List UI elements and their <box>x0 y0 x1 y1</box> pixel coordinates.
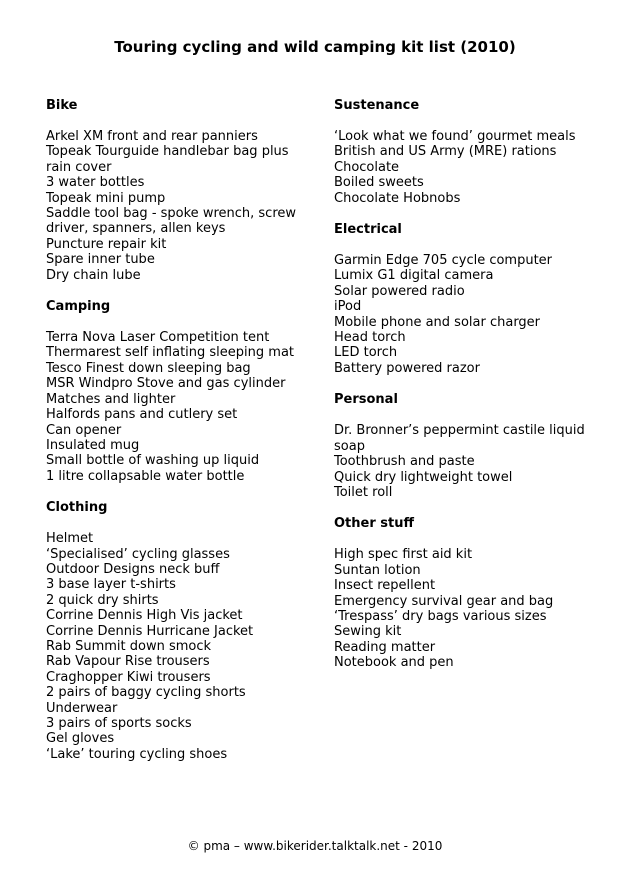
list-item: Outdoor Designs neck buff <box>46 561 220 577</box>
list-item: Chocolate Hobnobs <box>334 190 461 206</box>
section-heading-camping: Camping <box>46 299 111 315</box>
list-item: Head torch <box>334 330 406 346</box>
list-item: 1 litre collapsable water bottle <box>46 468 245 484</box>
item-list-sustenance <box>334 129 604 206</box>
list-item: LED torch <box>334 345 398 361</box>
footer-copyright: © pma – www.bikerider.talktalk.net - 2010 <box>187 839 443 853</box>
item-list-clothing <box>46 531 316 762</box>
list-item: 2 quick dry shirts <box>46 592 159 608</box>
list-item: ‘Trespass’ dry bags various sizes <box>334 608 547 624</box>
list-item: Reading matter <box>334 639 436 655</box>
list-item: Can opener <box>46 422 122 438</box>
list-item: Spare inner tube <box>46 252 155 268</box>
list-item: 2 pairs of baggy cycling shorts <box>46 685 246 701</box>
item-list-bike <box>46 129 316 283</box>
list-item: Lumix G1 digital camera <box>334 268 494 284</box>
list-item: Solar powered radio <box>334 283 465 299</box>
list-item: Topeak Tourguide handlebar bag plus rain cover <box>46 144 289 175</box>
list-item: Helmet <box>46 531 94 547</box>
list-item: Saddle tool bag - spoke wrench, screw driver, spanners, allen keys <box>46 206 297 237</box>
list-item: Insulated mug <box>46 437 140 453</box>
list-item: MSR Windpro Stove and gas cylinder <box>46 376 286 392</box>
list-item: Terra Nova Laser Competition tent <box>46 330 270 346</box>
list-item: Garmin Edge 705 cycle computer <box>334 253 553 269</box>
list-item: 3 pairs of sports socks <box>46 716 192 731</box>
section-heading-other-stuff: Other stuff <box>334 516 415 532</box>
section-bike <box>46 98 316 283</box>
section-camping <box>46 299 316 484</box>
list-item: Dr. Bronner’s peppermint castile liquid soap <box>334 423 585 454</box>
list-item: Tesco Finest down sleeping bag <box>46 360 251 376</box>
section-heading-sustenance: Sustenance <box>334 98 420 113</box>
list-item: Dry chain lube <box>46 267 141 283</box>
section-clothing <box>46 500 316 762</box>
list-item: Halfords pans and cutlery set <box>46 407 238 423</box>
list-item: Notebook and pen <box>334 655 454 671</box>
list-item: Toothbrush and paste <box>334 454 475 470</box>
list-item: Rab Summit down smock <box>46 638 212 654</box>
list-item: British and US Army (MRE) rations <box>334 144 557 160</box>
list-item: Suntan lotion <box>334 562 421 578</box>
list-item: Thermarest self inflating sleeping mat <box>46 345 295 361</box>
section-heading-clothing: Clothing <box>46 500 108 516</box>
list-item: iPod <box>334 299 362 315</box>
list-item: Corrine Dennis Hurricane Jacket <box>46 623 254 639</box>
section-other-stuff <box>334 516 604 670</box>
list-item: Boiled sweets <box>334 175 424 191</box>
page-title: Touring cycling and wild camping kit list (2010) <box>114 38 516 56</box>
list-item: ‘Lake’ touring cycling shoes <box>46 746 228 762</box>
list-item: Battery powered razor <box>334 360 480 376</box>
list-item: Underwear <box>46 700 118 716</box>
section-heading-personal: Personal <box>334 392 398 408</box>
list-item: Topeak mini pump <box>46 190 166 206</box>
list-item: ‘Look what we found’ gourmet meals <box>334 129 576 144</box>
section-heading-electrical: Electrical <box>334 222 402 238</box>
list-item: Chocolate <box>334 159 400 175</box>
list-item: Toilet roll <box>334 484 393 500</box>
item-list-other-stuff <box>334 547 604 670</box>
list-item: Insect repellent <box>334 578 436 594</box>
list-item: Puncture repair kit <box>46 236 167 252</box>
list-item: Arkel XM front and rear panniers <box>46 129 258 144</box>
item-list-camping <box>46 330 316 484</box>
list-item: Gel gloves <box>46 731 115 747</box>
list-item: Quick dry lightweight towel <box>334 469 513 485</box>
list-item: Rab Vapour Rise trousers <box>46 654 210 670</box>
item-list-electrical <box>334 253 604 376</box>
list-item: 3 water bottles <box>46 175 145 191</box>
list-item: ‘Specialised’ cycling glasses <box>46 546 230 562</box>
list-item: High spec first aid kit <box>334 547 473 563</box>
list-item: Corrine Dennis High Vis jacket <box>46 608 243 624</box>
section-sustenance <box>334 98 604 206</box>
item-list-personal <box>334 423 604 500</box>
list-item: Mobile phone and solar charger <box>334 314 541 330</box>
section-personal <box>334 392 604 500</box>
section-heading-bike: Bike <box>46 98 78 113</box>
list-item: Craghopper Kiwi trousers <box>46 669 211 685</box>
right-column <box>334 98 604 687</box>
list-item: Emergency survival gear and bag <box>334 593 554 609</box>
list-item: 3 base layer t-shirts <box>46 577 176 593</box>
list-item: Small bottle of washing up liquid <box>46 453 260 469</box>
list-item: Sewing kit <box>334 624 402 640</box>
left-column <box>46 98 316 778</box>
list-item: Matches and lighter <box>46 391 176 407</box>
section-electrical <box>334 222 604 376</box>
